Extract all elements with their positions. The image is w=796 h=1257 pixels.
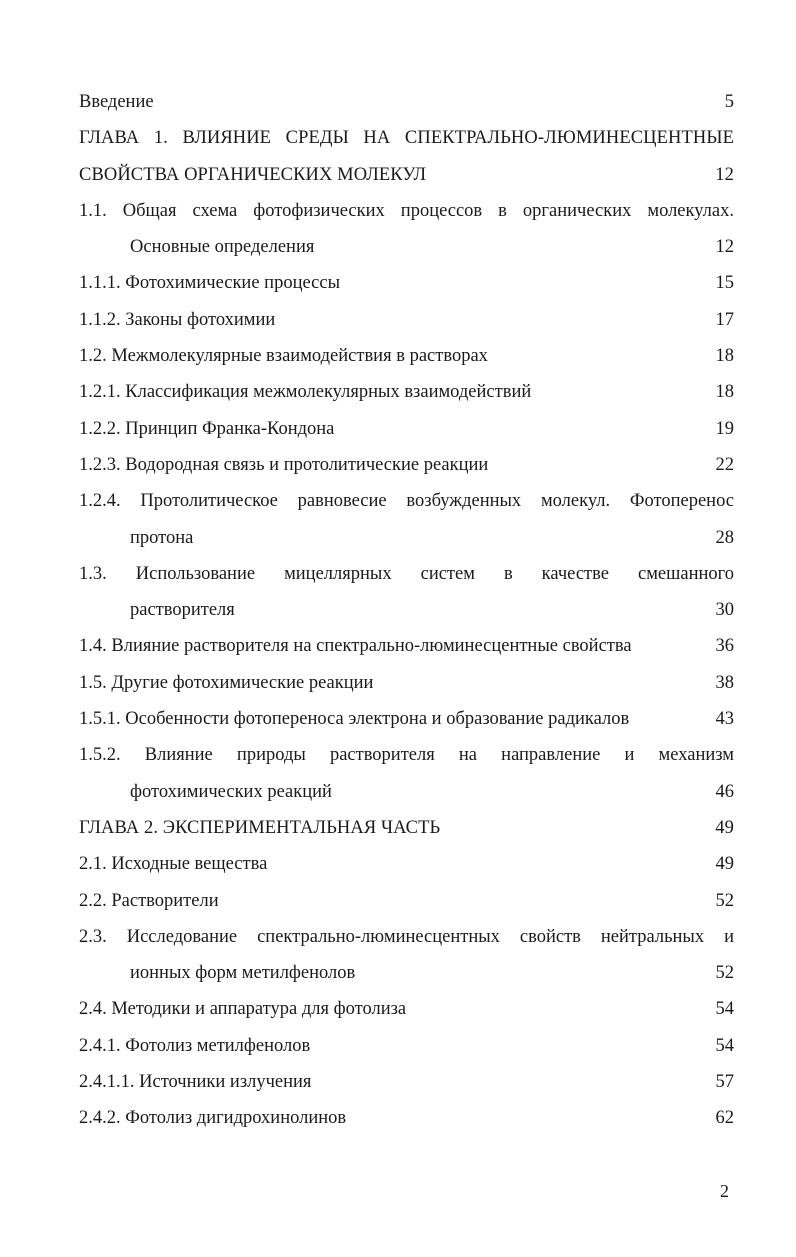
toc-entry-chapter-2: [79, 810, 734, 846]
toc-entry-1-1-2: [79, 302, 734, 338]
toc-entry-page: 49: [715, 817, 734, 838]
toc-entry-title: 1.2. Межмолекулярные взаимодействия в растворах: [79, 346, 488, 367]
toc-entry-title-line1: 1.1. Общая схема фотофизических процессов в органических молекулах.: [79, 200, 734, 221]
toc-entry-1-1-1: [79, 265, 734, 301]
toc-entry-title: 1.5.1. Особенности фотопереноса электрона и образование радикалов: [79, 709, 630, 730]
toc-entry-1-3: [79, 556, 734, 629]
toc-entry-title: 1.5. Другие фотохимические реакции: [79, 672, 374, 693]
toc-entry-title-line2: Основные определения: [130, 237, 315, 258]
toc-entry-title-line1: 1.5.2. Влияние природы растворителя на направление и механизм: [79, 745, 734, 766]
toc-entry-2-4: [79, 991, 734, 1027]
toc-entry-title: Введение: [79, 92, 154, 112]
toc-entry-page: 19: [715, 418, 734, 439]
toc-entry-page: 52: [715, 963, 734, 984]
toc-entry-title: 1.1.1. Фотохимические процессы: [79, 273, 340, 294]
toc-entry-title-line2: фотохимических реакций: [130, 781, 332, 802]
toc-entry-page: 12: [715, 164, 734, 185]
table-of-contents: [79, 84, 734, 1137]
toc-entry-title-line2: СВОЙСТВА ОРГАНИЧЕСКИХ МОЛЕКУЛ: [79, 164, 427, 185]
toc-entry-title: 2.4.2. Фотолиз дигидрохинолинов: [79, 1108, 347, 1129]
toc-entry-page: 38: [715, 672, 734, 693]
toc-entry-page: 54: [715, 999, 734, 1020]
toc-entry-title: 2.4. Методики и аппаратура для фотолиза: [79, 999, 407, 1020]
toc-entry-1-5-2: [79, 737, 734, 810]
toc-entry-title: 2.4.1. Фотолиз метилфенолов: [79, 1035, 311, 1056]
toc-entry-1-2: [79, 338, 734, 374]
toc-entry-title: 2.1. Исходные вещества: [79, 854, 268, 875]
toc-entry-title: 1.1.2. Законы фотохимии: [79, 309, 276, 330]
toc-entry-title: 1.2.2. Принцип Франка-Кондона: [79, 418, 335, 439]
toc-entry-title-line1: 2.3. Исследование спектрально-люминесцентных свойств нейтральных и: [79, 926, 734, 947]
toc-entry-page: 15: [715, 273, 734, 294]
toc-entry-title: 1.2.1. Классификация межмолекулярных взаимодействий: [79, 382, 532, 403]
toc-entry-title-line1: 1.2.4. Протолитическое равновесие возбужденных молекул. Фотоперенос: [79, 491, 734, 512]
toc-entry-2-4-1-1: [79, 1064, 734, 1100]
toc-entry-title: 2.4.1.1. Источники излучения: [79, 1072, 312, 1093]
toc-entry-2-2: [79, 883, 734, 919]
toc-entry-title: 2.2. Растворители: [79, 890, 219, 911]
toc-entry-1-2-2: [79, 411, 734, 447]
toc-entry-2-4-2: [79, 1100, 734, 1136]
toc-entry-1-2-3: [79, 447, 734, 483]
toc-entry-1-5: [79, 665, 734, 701]
toc-entry-title: 1.4. Влияние растворителя на спектрально-люминесцентные свойства: [79, 636, 632, 657]
toc-entry-1-4: [79, 628, 734, 664]
toc-entry-page: 18: [715, 346, 734, 367]
toc-entry-title-line1: ГЛАВА 1. ВЛИЯНИЕ СРЕДЫ НА СПЕКТРАЛЬНО-ЛЮМИНЕСЦЕНТНЫЕ: [79, 128, 734, 149]
toc-entry-title-line1: 1.3. Использование мицеллярных систем в качестве смешанного: [79, 563, 734, 584]
toc-entry-page: 36: [715, 636, 734, 657]
toc-entry-page: 30: [715, 600, 734, 621]
toc-entry-page: 46: [715, 781, 734, 802]
toc-entry-chapter-1: [79, 120, 734, 193]
toc-entry-title-line2: растворителя: [130, 600, 235, 621]
toc-entry-page: 57: [715, 1072, 734, 1093]
toc-entry-page: 43: [715, 709, 734, 730]
toc-entry-2-3: [79, 919, 734, 992]
toc-entry-page: 17: [715, 309, 734, 330]
toc-entry-1-1: [79, 193, 734, 266]
toc-entry-title: ГЛАВА 2. ЭКСПЕРИМЕНТАЛЬНАЯ ЧАСТЬ: [79, 817, 441, 838]
toc-entry-introduction: [79, 84, 734, 120]
toc-entry-page: 54: [715, 1035, 734, 1056]
toc-entry-page: 5: [724, 92, 734, 112]
toc-entry-2-4-1: [79, 1028, 734, 1064]
toc-entry-1-5-1: [79, 701, 734, 737]
toc-entry-page: 28: [715, 527, 734, 548]
toc-entry-title-line2: протона: [130, 527, 194, 548]
toc-entry-page: 62: [715, 1108, 734, 1129]
toc-entry-title: 1.2.3. Водородная связь и протолитические реакции: [79, 454, 489, 475]
toc-entry-page: 18: [715, 382, 734, 403]
toc-entry-page: 49: [715, 854, 734, 875]
toc-entry-1-2-1: [79, 374, 734, 410]
toc-entry-page: 52: [715, 890, 734, 911]
toc-entry-page: 22: [715, 454, 734, 475]
toc-entry-1-2-4: [79, 483, 734, 556]
toc-entry-title-line2: ионных форм метилфенолов: [130, 963, 356, 984]
toc-entry-page: 12: [715, 237, 734, 258]
toc-entry-2-1: [79, 846, 734, 882]
page-number: 2: [720, 1181, 729, 1201]
